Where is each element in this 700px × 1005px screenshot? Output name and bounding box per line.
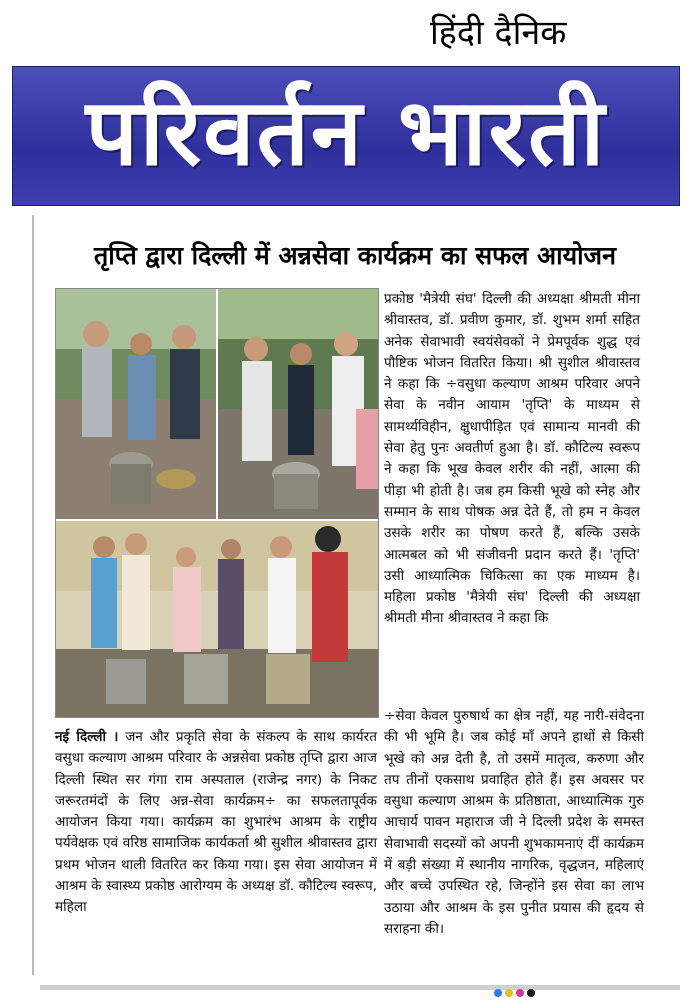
column-divider [32,215,34,975]
dot-blue-icon [494,989,502,997]
article-body-left-text: जन और प्रकृति सेवा के संकल्प के साथ कार्यरत वसुधा कल्याण आश्रम परिवार के अन्नसेवा प्रकोष्ठ तृप्ति द्वारा आज दिल्ली स्थित सर गंगा राम अस्पताल (राजेन्द्र नगर) के निकट जरूरतमंदों के लिए अन्न-सेवा कार्यक्रम÷ का सफलतापूर्वक आयोजन किया गया। कार्यक्रम का शुभारंभ आश्रम के राष्ट्रीय पर्यवेक्षक एवं वरिष्ठ सामाजिक कार्यकर्ता श्री सुशील श्रीवास्तव द्वारा प्रथम भोजन थाली वितरित कर किया गया। इस सेवा आयोजन में आश्रम के स्वास्थ्य प्रकोष्ठ आरोग्यम के अध्यक्ष डॉ. कौटिल्य स्वरूप, महिला [55,729,377,916]
photo-collage-icon [56,289,378,717]
article-photo [55,288,379,718]
footer-rule [40,985,680,990]
dot-magenta-icon [516,989,524,997]
article-body-right-bottom: ÷सेवा केवल पुरुषार्थ का क्षेत्र नहीं, यह नारी-संवेदना की भी भूमि है। जब कोई माँ अपने हाथों से किसी भूखे को अन्न देती है, तो उसमें मातृत्व, करुणा और तप तीनों एकसाथ प्रवाहित होते हैं। इस अवसर पर वसुधा कल्याण आश्रम के प्रतिष्ठाता, आध्यात्मिक गुरु आचार्य पावन महाराज जी ने दिल्ली प्रदेश के समस्त सेवाभावी सदस्यों को अपनी शुभकामनाएं दीं कार्यक्रम में बड़ी संख्या में स्थानीय नागरिक, वृद्धजन, महिलाएं और बच्चे उपस्थित रहे, जिन्होंने इस सेवा का लाभ उठाया और आश्रम के इस पुनीत प्रयास की हृदय से सराहना की। [384,708,644,937]
article-body-right-top: प्रकोष्ठ 'मैत्रेयी संघ' दिल्ली की अध्यक्षा श्रीमती मीना श्रीवास्तव, डॉ. प्रवीण कुमार, डॉ. शुभम शर्मा सहित अनेक सेवाभावी स्वयंसेवकों ने प्रेमपूर्वक शुद्ध एवं पौष्टिक भोजन वितरित किया। श्री सुशील श्रीवास्तव ने कहा कि ÷वसुधा कल्याण आश्रम परिवार अपने सेवा के नवीन आयाम 'तृप्ति' के माध्यम से सामर्थ्यविहीन, क्षुधापीड़ित एवं सामान्य मानवी की सेवा हेतु पुनः अवतीर्ण हुआ है। डॉ. कौटिल्य स्वरूप ने कहा कि भूख केवल शरीर की नहीं, आत्मा की पीड़ा भी होती है। जब हम किसी भूखे को स्नेह और सम्मान के साथ पोषक अन्न देते हैं, तो हम न केवल उसके शरीर का पोषण करते हैं, बल्कि उसके आत्मबल को भी संजीवनी प्रदान करते हैं। 'तृप्ति' उसी आध्यात्मिक चिकित्सा का एक माध्यम है। महिला प्रकोष्ठ 'मैत्रेयी संघ' दिल्ली की अध्यक्षा श्रीमती मीना श्रीवास्तव ने कहा कि [384,291,640,627]
dot-black-icon [527,989,535,997]
masthead [12,66,680,206]
color-dots [494,982,538,1001]
dateline: नई दिल्ली । [55,729,119,745]
dot-yellow-icon [505,989,513,997]
newspaper-name: परिवर्तन भारती [85,78,607,186]
article-headline: तृप्ति द्वारा दिल्ली में अन्नसेवा कार्यक्रम का सफल आयोजन [94,241,616,270]
article-body-left [55,727,377,919]
newspaper-type-tag: हिंदी दैनिक [430,13,567,53]
